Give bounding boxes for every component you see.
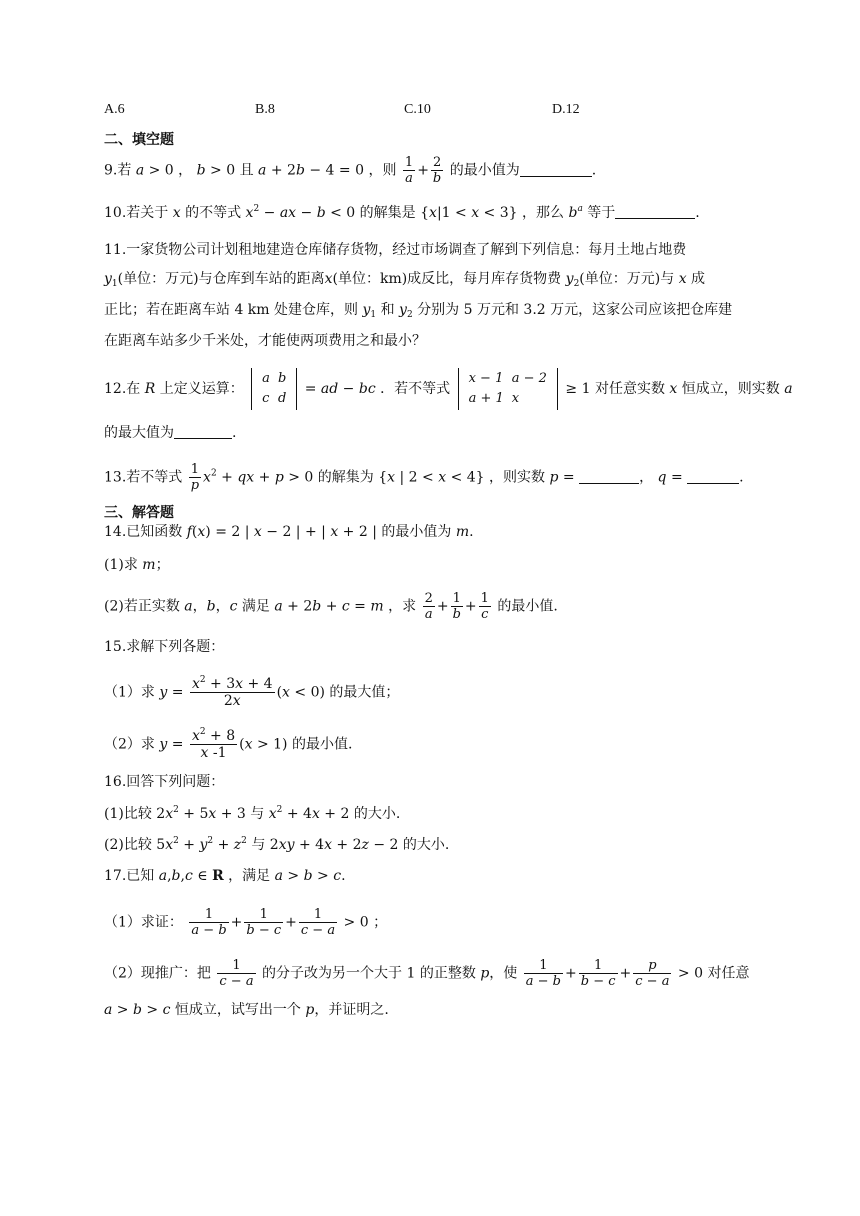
fraction: $\frac{1}{a}$	[404, 155, 414, 186]
q9-text-d: 的最小值为	[449, 162, 520, 179]
q9-text-c: ，则	[368, 162, 397, 179]
q10-text-a: 10.若关于	[104, 205, 169, 221]
q12-text-d: 对任意实数	[594, 381, 665, 397]
fraction: $\frac{1}{b - c}$	[246, 907, 282, 938]
q11-text-d: 成	[691, 271, 706, 287]
q17-text-g: 对任意	[707, 965, 750, 982]
q10-text-b: 的不等式	[185, 205, 242, 221]
q15-text-a: （1）求	[104, 684, 155, 701]
question-16-part-1: (1)比较 $2x^2 + 5x + 3$ 与 $x^2 + 4x + 2$ 的大小.	[104, 805, 401, 822]
question-11-line-4: 在距离车站多少千米处，才能使两项费用之和最小？	[104, 333, 426, 349]
q16-text-f: 的大小.	[402, 837, 450, 853]
q9-text-a: 9.若	[104, 162, 132, 179]
q16-text-c: 的大小.	[353, 806, 401, 822]
q12-text-e: 恒成立，则实数	[681, 381, 780, 397]
q10-text-d: ，那么	[522, 205, 565, 221]
question-9: 9.若 a > 0 ， b > 0 且 a + 2b − 4 = 0 ，则 $\frac{1}{a}$ + $\frac{2}{b}$ 的最小值为 .	[104, 155, 597, 186]
q10-text-f: .	[695, 205, 700, 221]
question-17-part-1: （1）求证： $\frac{1}{a - b}$ + $\frac{1}{b - c}$ + $\frac{1}{c - a}$ > 0 ；	[104, 907, 388, 938]
fraction: $\frac{1}{c - a}$	[219, 958, 254, 989]
question-17-line-3: a > b > c 恒成立，试写出一个 p，并证明之.	[104, 1002, 389, 1018]
answer-blank-p	[579, 469, 639, 484]
question-17-part-2: （2）现推广：把 $\frac{1}{c - a}$ 的分子改为另一个大于 1 的正整数 p，使 $\frac{1}{a - b}$ + $\frac{1}{b - c}$ + $\frac{p}{c - a}$ > 0 对任意	[104, 958, 750, 989]
q12-text-b: 上定义运算：	[159, 381, 244, 397]
question-12: 12.在 R 上定义运算： a b c d = ad − bc ．若不等式 x − 1 a − 2 a + 1 x ≥ 1 对任意实数 x 恒成立，则实数 a	[104, 368, 793, 410]
choice-c: C.10	[404, 102, 431, 117]
section-heading-fill-in: 二、填空题	[104, 132, 174, 148]
answer-blank	[615, 204, 695, 219]
q9-text-b: 且	[239, 162, 254, 179]
fraction: $\frac{1}{b - c}$	[580, 958, 616, 989]
q11-text-b: (单位：km)成反比，每月库存货物费	[332, 271, 562, 287]
q14-text-g: 的最小值.	[497, 598, 558, 615]
fraction: $\frac{2}{a}$	[424, 591, 433, 622]
q13-text-e: .	[739, 469, 744, 486]
q17-text-a: 17.已知	[104, 868, 155, 884]
q17-text-d: （2）现推广：把	[104, 965, 211, 982]
question-16-part-2: (2)比较 $5x^2 + y^2 + z^2$ 与 2xy + 4x + 2z − 2 的大小.	[104, 836, 450, 853]
answer-blank-q	[687, 469, 739, 484]
q17-text-f: ，使	[489, 965, 518, 982]
question-17: 17.已知 a,b,c ∈ R ，满足 a > b > c.	[104, 868, 346, 884]
q12-text-g: .	[232, 425, 237, 441]
q17-text-c: （1）求证：	[104, 914, 183, 931]
q11-text-c: (单位：万元)与	[579, 271, 675, 287]
fraction: $\frac{2}{b}$	[432, 155, 442, 186]
q12-text-a: 12.在	[104, 381, 141, 397]
question-15-part-2: （2）求 y = $\frac{x^2 + 8}{x -1}$ (x > 1) 的最小值.	[104, 727, 353, 761]
fraction: $\frac{1}{a - b}$	[191, 907, 227, 938]
determinant-inequality: x − 1 a − 2 a + 1 x	[458, 368, 558, 410]
q14-text-d: (2)若正实数	[104, 598, 180, 615]
choice-d: D.12	[552, 102, 580, 117]
q14-text-f: ，求	[388, 598, 417, 615]
q14-text-c: (1)求	[104, 557, 138, 573]
q14-text-e: 满足	[241, 598, 270, 615]
q13-text-b: 的解集为	[317, 469, 374, 486]
choice-b: B.8	[255, 102, 275, 117]
question-11-line-3: 正比；若在距离车站 4 km 处建仓库，则 $y_1$ 和 $y_2$ 分别为 5 万元和 3.2 万元，这家公司应该把仓库建	[104, 302, 733, 320]
question-13: 13.若不等式 $\frac{1}{p}$ $x^2$ + qx + p > 0 的解集为 {x | 2 < x < 4} ，则实数 p = ， q = .	[104, 462, 744, 493]
fraction: $\frac{x^2 + 8}{x -1}$	[191, 727, 236, 761]
q15-text-d: 的最小值.	[291, 736, 353, 753]
q15-text-c: （2）求	[104, 736, 155, 753]
fraction: $\frac{x^2 + 3x + 4}{2x}$	[191, 675, 273, 709]
q11-text-e: 正比；若在距离车站 4 km 处建仓库，则	[104, 302, 359, 318]
q13-text-a: 13.若不等式	[104, 469, 183, 486]
q14-text-a: 14.已知函数	[104, 524, 183, 540]
q17-text-e: 的分子改为另一个大于 1 的正整数	[262, 965, 476, 982]
question-16: 16.回答下列问题：	[104, 774, 225, 790]
fraction: $\frac{1}{c - a}$	[300, 907, 336, 938]
q17-text-b: ，满足	[228, 868, 271, 884]
determinant-definition: a b c d	[251, 368, 297, 410]
q16-text-b: 与	[250, 806, 265, 822]
fraction: $\frac{1}{a - b}$	[525, 958, 561, 989]
q10-text-c: 的解集是	[359, 205, 416, 221]
question-14: 14.已知函数 f(x) = 2 | x − 2 | + | x + 2 | 的最小值为 m.	[104, 524, 474, 540]
question-11-line-2: $y_1$(单位：万元)与仓库到车站的距离x(单位：km)成反比，每月库存货物费 $y_2$(单位：万元)与 x 成	[104, 271, 706, 289]
q9-text-e: .	[591, 162, 597, 179]
question-12-line-2	[104, 423, 236, 443]
q11-text-g: 分别为 5 万元和 3.2 万元，这家公司应该把仓库建	[417, 302, 733, 318]
question-15: 15.求解下列各题：	[104, 639, 225, 655]
q16-text-d: (2)比较	[104, 837, 152, 853]
fraction: $\frac{1}{p}$	[190, 462, 200, 493]
q12-text-c: ．若不等式	[380, 381, 451, 397]
q17-text-h: 恒成立，试写出一个	[174, 1002, 301, 1018]
q10-text-e: 等于	[587, 205, 616, 221]
question-14-part-1: (1)求 m；	[104, 557, 170, 573]
choice-a: A.6	[104, 102, 125, 117]
question-14-part-2: (2)若正实数 a，b，c 满足 a + 2b + c = m ，求 $\frac{2}{a}$ + $\frac{1}{b}$ + $\frac{1}{c}$ 的最小值.	[104, 591, 558, 622]
q14-text-b: 的最小值为	[381, 524, 452, 540]
question-15-part-1: （1）求 y = $\frac{x^2 + 3x + 4}{2x}$ (x < 0) 的最大值；	[104, 675, 400, 709]
q11-text-f: 和	[380, 302, 395, 318]
answer-blank	[520, 162, 592, 177]
fraction: $\frac{1}{b}$	[452, 591, 461, 622]
q13-text-d: ，	[639, 469, 654, 486]
question-11-line-1: 11.一家货物公司计划租地建造仓库储存货物，经过市场调查了解到下列信息：每月土地占地费	[104, 242, 687, 258]
question-10: 10.若关于 x 的不等式 $x^2$ − ax − b < 0 的解集是 {x|1 < x < 3} ，那么 $b^a$ 等于 .	[104, 204, 700, 221]
q15-text-b: 的最大值；	[329, 684, 400, 701]
answer-blank	[174, 424, 232, 439]
q16-text-e: 与	[251, 837, 266, 853]
fraction: $\frac{p}{c - a}$	[635, 958, 670, 989]
q16-text-a: (1)比较	[104, 806, 152, 822]
section-heading-solutions: 三、解答题	[104, 505, 174, 521]
fraction: $\frac{1}{c}$	[480, 591, 489, 622]
q12-text-f: 的最大值为	[104, 425, 174, 441]
q17-text-i: ，并证明之.	[314, 1002, 389, 1018]
q13-text-c: ，则实数	[489, 469, 546, 486]
q11-text-a: (单位：万元)与仓库到车站的距离	[117, 271, 325, 287]
